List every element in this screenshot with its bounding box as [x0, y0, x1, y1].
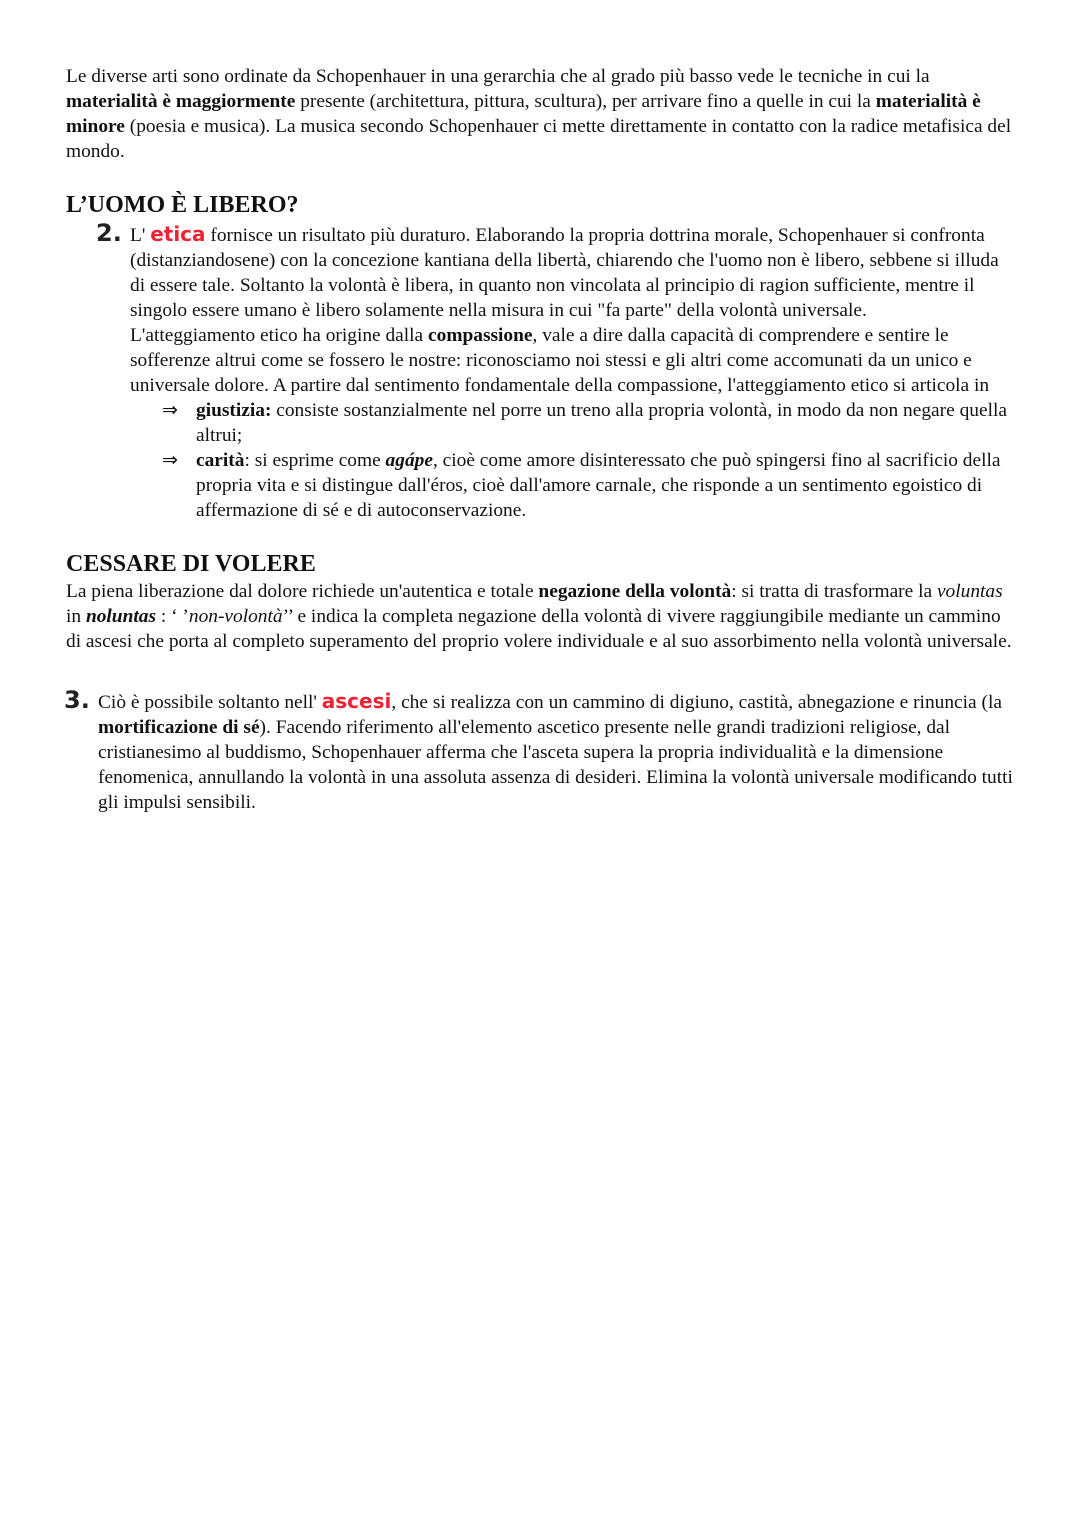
list-item-carita: [162, 448, 1016, 523]
p2-text-a: L'atteggiamento etico ha origine dalla: [130, 325, 429, 346]
p1-text-b: fornisce un risultato più duraturo. Elaborando la propria dottrina morale, Schopenhauer si confronta (distanziandosene) con la concezione kantiana della libertà, chiarendo che l'uomo non è libero, sebbene si illuda di essere tale. Soltanto la volontà è libera, in quanto non vincolata al principio di ragion sufficiente, mentre il singolo essere umano è libero solamente nella misura in cui "fa parte" della volontà universale.: [130, 225, 999, 321]
document-page: [66, 64, 1016, 815]
s3-text-c: ). Facendo riferimento all'elemento ascetico presente nelle grandi tradizioni religiose, dal cristianesimo al buddismo, Schopenhauer afferma che l'asceta supera la propria individualità e la dimensione fenomenica, annullando la volontà in una assoluta assenza di desideri. Elimina la volontà universale modificando tutti gli impulsi sensibili.: [98, 717, 1013, 813]
point-2-paragraph-1: [130, 222, 1016, 323]
carita-text-a: : si esprime come: [244, 450, 386, 471]
point-number-3: 3.: [64, 686, 90, 714]
intro-text-3: (poesia e musica). La musica secondo Schopenhauer ci mette direttamente in contatto con la radice metafisica del mondo.: [66, 116, 1012, 162]
s2-text-5: ’’ e indica la completa negazione della volontà di vivere raggiungibile mediante un cammino di ascesi che porta al completo superamento del proprio volere individuale e al suo assorbimento nella volontà universale.: [66, 606, 1012, 652]
arrow-icon: ⇒: [162, 449, 178, 471]
point-2-paragraph-2: [130, 323, 1016, 398]
p2-text-b: , vale a dire dalla capacità di comprendere e sentire le sofferenze altrui come se fossero le nostre: riconosciamo noi stessi e gli altri come accomunati da un unico e universale dolore. A partire dal sentimento fondamentale della compassione, l'atteggiamento etico si articola in: [130, 325, 990, 396]
section-cessare: [66, 549, 1016, 654]
intro-bold-1: materialità è maggiormente: [66, 91, 296, 112]
intro-bold-2: materialità è minore: [66, 91, 981, 137]
point-3-block: [64, 686, 1016, 815]
keyword-ascesi: ascesi: [321, 689, 392, 713]
s2-text-3: in: [66, 606, 86, 627]
giustizia-text: consiste sostanzialmente nel porre un treno alla propria volontà, in modo da non negare quella altrui;: [196, 400, 1007, 446]
point-3-paragraph: [98, 689, 1016, 815]
list-item-giustizia: [162, 398, 1016, 448]
bold-italic-noluntas: noluntas: [85, 606, 157, 627]
s3-text-b: , che si realizza con un cammino di digiuno, castità, abnegazione e rinuncia (la: [391, 692, 1002, 713]
p1-text-a: L': [130, 225, 151, 246]
s2-text-4: : ‘ ’: [156, 606, 189, 627]
heading-cessare-di-volere: CESSARE DI VOLERE: [66, 551, 316, 577]
keyword-etica: etica: [150, 222, 206, 246]
italic-non-volonta: non-volontà: [188, 606, 283, 627]
bold-compassione: compassione: [428, 325, 533, 346]
intro-paragraph: [66, 64, 1016, 164]
s2-text-1: La piena liberazione dal dolore richiede un'autentica e totale: [66, 581, 539, 602]
bold-mortificazione: mortificazione di sé: [98, 717, 260, 738]
cessare-paragraph: [66, 579, 1016, 654]
s3-text-a: Ciò è possibile soltanto nell': [98, 692, 322, 713]
s2-text-2: : si tratta di trasformare la: [731, 581, 937, 602]
intro-text-2: presente (architettura, pittura, scultura), per arrivare fino a quelle in cui la: [295, 91, 876, 112]
point-number-2: 2.: [96, 219, 122, 247]
heading-uomo-libero: L’UOMO È LIBERO?: [66, 192, 299, 218]
intro-text-1: Le diverse arti sono ordinate da Schopenhauer in una gerarchia che al grado più basso vede le tecniche in cui la: [66, 66, 930, 87]
carita-text-b: , cioè come amore disinteressato che può spingersi fino al sacrificio della propria vita e si distingue dall'éros, cioè dall'amore carnale, che risponde a un sentimento egoistico di affermazione di sé e di autoconservazione.: [196, 450, 1001, 521]
arrow-icon: ⇒: [162, 399, 178, 421]
point-2-block: [96, 219, 1016, 523]
bold-italic-agape: agápe: [385, 450, 433, 471]
bold-negazione: negazione della volontà: [538, 581, 732, 602]
bold-carita: carità: [196, 450, 245, 471]
bold-giustizia: giustizia:: [196, 400, 272, 421]
italic-voluntas: voluntas: [936, 581, 1003, 602]
arrow-list: [162, 398, 1016, 523]
